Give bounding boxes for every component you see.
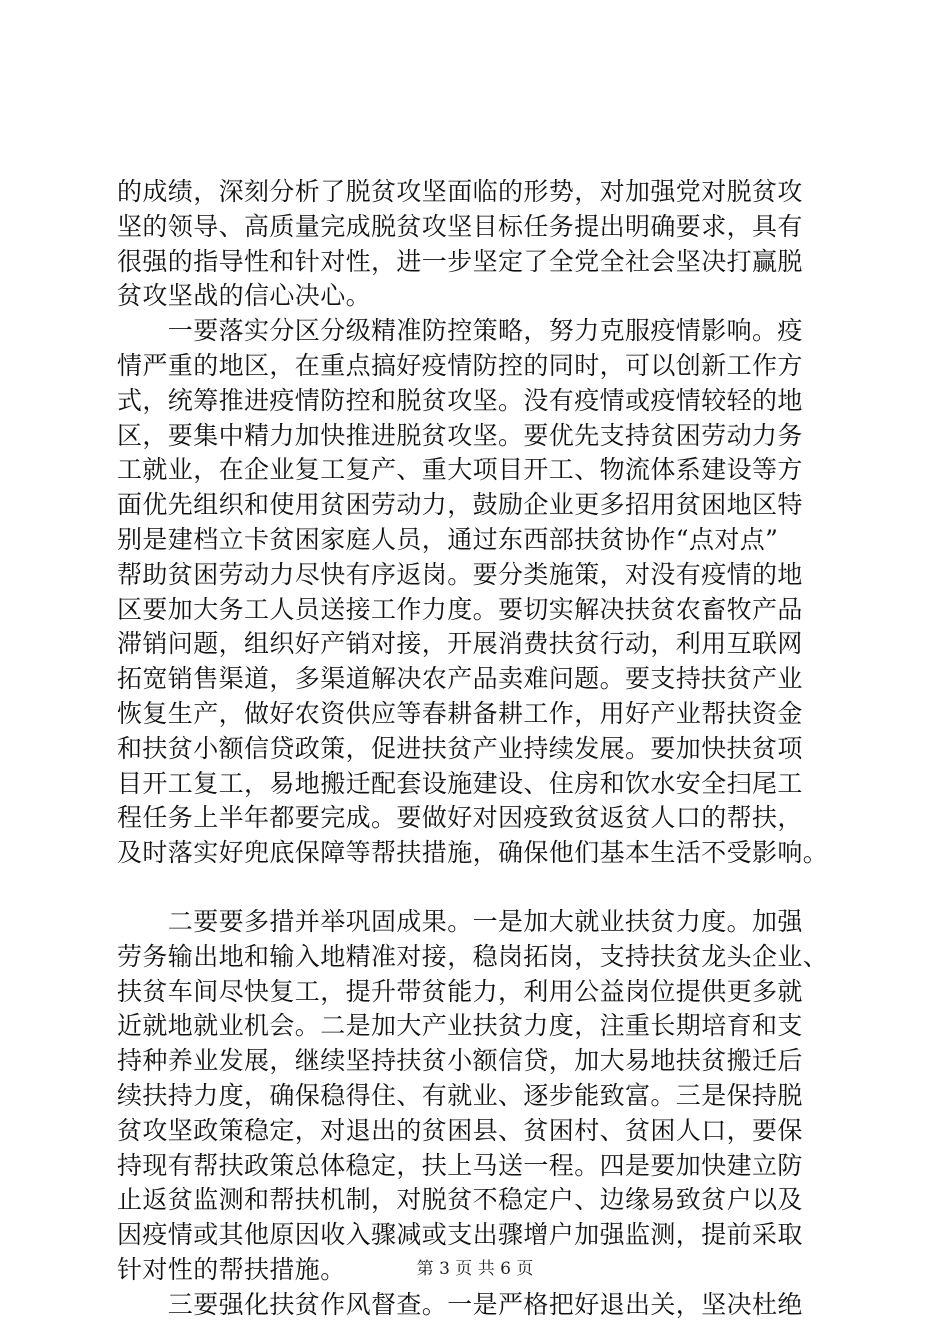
text-line: 近就地就业机会。二是加大产业扶贫力度，注重长期培育和支 [117, 1011, 803, 1041]
text-line: 很强的指导性和针对性，进一步坚定了全党全社会坚决打赢脱 [117, 246, 803, 276]
text-line: 及时落实好兜底保障等帮扶措施，确保他们基本生活不受影响。 [117, 838, 829, 868]
text-line: 区要加大务工人员送接工作力度。要切实解决扶贫农畜牧产品 [117, 594, 803, 624]
text-line: 工就业，在企业复工复产、重大项目开工、物流体系建设等方 [117, 455, 803, 485]
text-line: 滞销问题，组织好产销对接，开展消费扶贫行动，利用互联网 [117, 629, 803, 659]
paragraph-spacer [117, 871, 842, 905]
paragraph-point-three [117, 1288, 842, 1323]
text-line: 因疫情或其他原因收入骤减或支出骤增户加强监测，提前采取 [117, 1220, 803, 1250]
text-line: 持种养业发展，继续坚持扶贫小额信贷，加大易地扶贫搬迁后 [117, 1046, 803, 1076]
text-line: 目开工复工，易地搬迁配套设施建设、住房和饮水安全扫尾工 [117, 768, 803, 798]
text-line: 针对性的帮扶措施。 [117, 1254, 346, 1284]
text-line: 贫攻坚战的信心决心。 [117, 281, 372, 311]
text-line: 情严重的地区，在重点搞好疫情防控的同时，可以创新工作方 [117, 350, 803, 380]
paragraph-point-two [117, 905, 842, 1288]
text-line: 劳务输出地和输入地精准对接，稳岗拓岗，支持扶贫龙头企业、 [117, 941, 829, 971]
text-line: 别是建档立卡贫困家庭人员，通过东西部扶贫协作“点对点” [117, 524, 779, 554]
text-line: 拓宽销售渠道，多渠道解决农产品卖难问题。要支持扶贫产业 [117, 664, 803, 694]
document-body [117, 175, 842, 1323]
page-number-footer: 第 3 页 共 6 页 [416, 1259, 534, 1279]
text-line: 的成绩，深刻分析了脱贫攻坚面临的形势，对加强党对脱贫攻 [117, 177, 803, 206]
text-line: 恢复生产，做好农资供应等春耕备耕工作，用好产业帮扶资金 [117, 698, 803, 728]
text-line: 续扶持力度，确保稳得住、有就业、逐步能致富。三是保持脱 [117, 1080, 803, 1110]
text-line: 面优先组织和使用贫困劳动力，鼓励企业更多招用贫困地区特 [117, 490, 803, 520]
text-line: 止返贫监测和帮扶机制，对脱贫不稳定户、边缘易致贫户以及 [117, 1185, 803, 1215]
text-line: 二要要多措并举巩固成果。一是加大就业扶贫力度。加强 [117, 906, 803, 936]
text-line: 坚的领导、高质量完成脱贫攻坚目标任务提出明确要求，具有 [117, 211, 803, 241]
text-line: 一要落实分区分级精准防控策略，努力克服疫情影响。疫 [117, 316, 803, 346]
text-line: 扶贫车间尽快复工，提升带贫能力，利用公益岗位提供更多就 [117, 976, 803, 1006]
text-line: 式，统筹推进疫情防控和脱贫攻坚。没有疫情或疫情较轻的地 [117, 385, 803, 415]
text-line: 贫攻坚政策稳定，对退出的贫困县、贫困村、贫困人口，要保 [117, 1115, 803, 1145]
text-line: 三要强化扶贫作风督查。一是严格把好退出关，坚决杜绝 [117, 1289, 803, 1319]
text-line: 程任务上半年都要完成。要做好对因疫致贫返贫人口的帮扶， [117, 803, 803, 833]
paragraph-intro-continuation [117, 175, 842, 314]
text-line: 区，要集中精力加快推进脱贫攻坚。要优先支持贫困劳动力务 [117, 420, 803, 450]
text-line: 帮助贫困劳动力尽快有序返岗。要分类施策，对没有疫情的地 [117, 559, 803, 589]
paragraph-point-one [117, 314, 842, 871]
text-line: 持现有帮扶政策总体稳定，扶上马送一程。四是要加快建立防 [117, 1150, 803, 1180]
text-line: 和扶贫小额信贷政策，促进扶贫产业持续发展。要加快扶贫项 [117, 733, 803, 763]
